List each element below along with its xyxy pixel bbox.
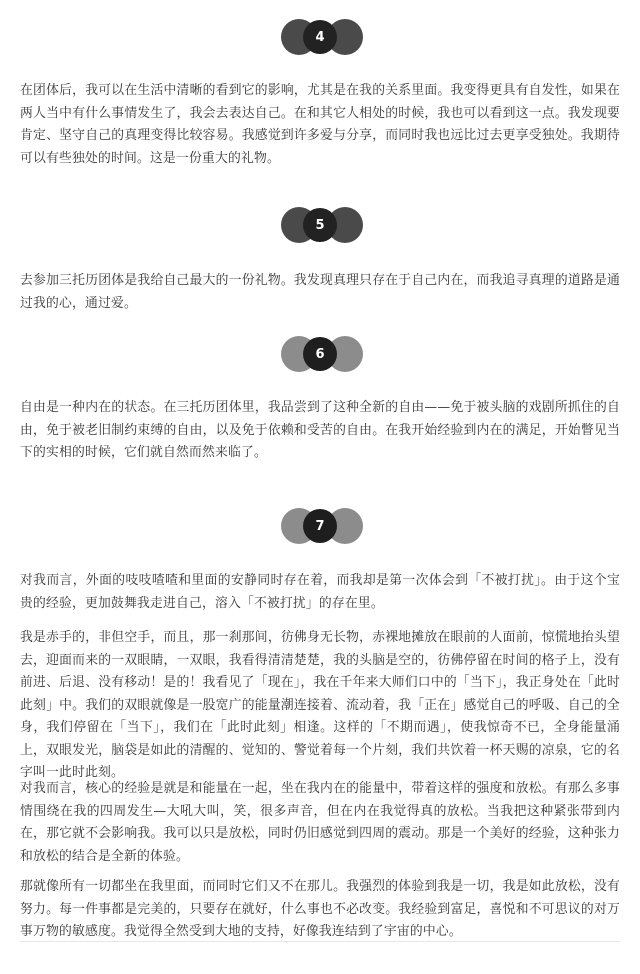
- section-paragraph: 对我而言，核心的经验是就是和能量在一起，坐在我内在的能量中，带着这样的强度和放松。有那么多事情围绕在我的四周发生—大吼大叫，笑，很多声音，但在内在我觉得真的放松。当我把这种紧张带到内在，那它就不会影响我。我可以只是放松，同时仍旧感觉到四周的震动。那是一个美好的经验，这种张力和放松的结合是全新的体验。: [20, 781, 620, 864]
- section-number-badge: [0, 19, 640, 55]
- badge-number: 7: [303, 509, 337, 543]
- section-number-badge: [0, 207, 640, 243]
- bottom-divider: [20, 941, 620, 942]
- section-number-badge: [0, 508, 640, 544]
- section-paragraph: 在团体后，我可以在生活中清晰的看到它的影响，尤其是在我的关系里面。我变得更具有自发性，如果在两人当中有什么事情发生了，我会去表达自己。在和其它人相处的时候，我也可以看到这一点。我发现要肯定、坚守自己的真理变得比较容易。我感觉到许多爱与分享，而同时我也远比过去更享受独处。我期待可以有些独处的时间。这是一份重大的礼物。: [20, 83, 620, 166]
- section-paragraph: 那就像所有一切都坐在我里面，而同时它们又不在那儿。我强烈的体验到我是一切，我是如此放松，没有努力。每一件事都是完美的，只要存在就好，什么事也不必改变。我经验到富足，喜悦和不可思议的对万事万物的敏感度。我觉得全然受到大地的支持，好像我连结到了宇宙的中心。: [20, 879, 620, 939]
- badge-number: 6: [303, 337, 337, 371]
- section-paragraph: 对我而言，外面的吱吱喳喳和里面的安静同时存在着，而我却是第一次体会到「不被打扰」。由于这个宝贵的经验，更加鼓舞我走进自己，溶入「不被打扰」的存在里。: [20, 573, 620, 611]
- section-paragraph: 去参加三托历团体是我给自己最大的一份礼物。我发现真理只存在于自己内在，而我追寻真理的道路是通过我的心，通过爱。: [20, 273, 620, 311]
- section-number-badge: [0, 336, 640, 372]
- badge-number: 4: [303, 20, 337, 54]
- section-paragraph: 我是赤手的，非但空手，而且，那一刹那间，彷佛身无长物，赤裸地摊放在眼前的人面前，惊慌地抬头望去，迎面而来的一双眼睛，一双眼，我看得清清楚楚，我的头脑是空的，彷佛停留在时间的格子上，没有前进、后退、没有移动！是的！我看见了「现在」，我在千年来大师们口中的「当下」，我正身处在「此时此刻」中。我们的双眼就像是一股宽广的能量潮连接着、流动着，我「正在」感觉自己的呼吸、自己的全身，我们停留在「当下」，我们在「此时此刻」相逢。这样的「不期而遇」，使我惊奇不已，全身能量涌上，双眼发光，脑袋是如此的清醒的、觉知的、警觉着每一个片刻，我们共饮着一杯天赐的凉泉，它的名字叫一此时此刻。: [20, 630, 620, 780]
- section-paragraph: 自由是一种内在的状态。在三托历团体里，我品尝到了这种全新的自由——免于被头脑的戏剧所抓住的自由，免于被老旧制约束缚的自由，以及免于依赖和受苦的自由。在我开始经验到内在的满足，开始瞥见当下的实相的时候，它们就自然而然来临了。: [20, 400, 620, 460]
- badge-number: 5: [303, 208, 337, 242]
